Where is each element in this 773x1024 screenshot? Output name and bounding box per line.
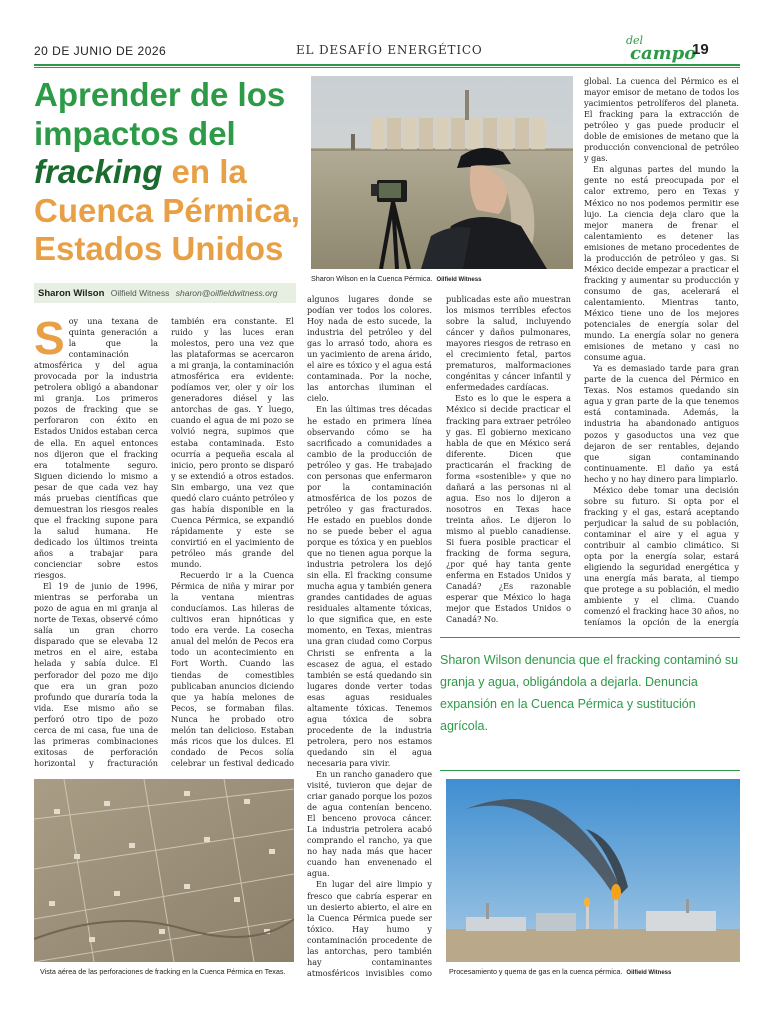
title-part-2: fracking (34, 153, 163, 190)
page-number: 19 (692, 41, 709, 58)
pullquote-rule-bottom (440, 770, 740, 771)
article-column-3 (307, 294, 432, 977)
photo-flare-image (446, 779, 740, 962)
column-5-paragraph-2: En algunas partes del mundo la gente no está preocupada por el calor extremo, pero en Texas y México no nos podemos permitir ese lujo. La ciencia deja claro que la mejor manera de frenar el calentamiento es detener las emisiones de metano procedentes de la producción de petróleo y gas. Si México decide empezar a practicar el fracking y aumentar su producción y consumo de gas, acelerará el calentamiento. Mientras tanto, México tiene uno de los mejores potenciales de energía solar del mundo. La energía solar no genera emisiones de metano y casi no consume agua. (584, 164, 739, 363)
column-2-paragraph-2: Recuerdo ir a la Cuenca Pérmica de niña y mirar por la ventana mientras conducíamos. Las hileras de cultivos eran hipnóticas y todo era verde. La cosecha anual del melón de Pecos era todo un acontecimiento en Fort Worth. Cuando las tiendas de comestibles publicaban anuncios diciendo que ya había melones de Pecos, se formaban filas. Nunca he probado otro melón tan delicioso. Estaban más ricos que los dulces. El condado de Pecos solía celebrar un festival dedicado (171, 570, 294, 768)
logo-del: del (626, 34, 644, 47)
photo-sharon-wilson-image (311, 76, 573, 269)
column-2-paragraph-1: también era constante. El ruido y las luces eran molestos, pero una vez que las plataformas se acercaron a mi granja, la contaminación atmosférica era evidente: podíamos ver, oler y oír los generadores diésel y las antorchas de gas. Y luego, cuando el agua de mi pozo se volvió negra, supimos que estaba contaminada. Esto ocurría a pequeña escala al inicio, pero pronto se disparó y se extendió a otros estados. Sin embargo, una vez que quedó claro cuánto petróleo y gas había disponible en la Cuenca Pérmica, se expandió rápidamente y este se convirtió en el yacimiento de petróleo más grande del mundo. (171, 316, 294, 570)
issue-date: 20 DE JUNIO DE 2026 (34, 44, 167, 58)
byline (34, 283, 296, 303)
article-column-1 (34, 316, 158, 768)
photo-aerial-fracking (34, 779, 294, 962)
column-3-paragraph-3: En un rancho ganadero que visité, tuvieron que dejar de criar ganado porque los pozos de agua contenían benceno. El benceno provoca cáncer. La industria petrolera acabó comprando el rancho, ya que no hay nada más que hacer cuando han envenenado el agua. (307, 769, 432, 879)
photo-aerial-image (34, 779, 294, 962)
column-5-paragraph-4: México debe tomar una decisión sobre su futuro. Si opta por el fracking y el gas, estará aceptando perjudicar la salud de su población, contaminar el aire y el agua y contribuir al cambio climático. Si opta por la energía solar, estará eligiendo la seguridad energética y una energía más barata, al tiempo que protege a su población, el medio ambiente y el clima. Cuando comenzó el fracking hace 30 años, no teníamos la opción de la energía (584, 484, 739, 628)
publication-logo (622, 34, 697, 66)
logo-campo: campo (630, 43, 697, 64)
pullquote-rule-top (440, 637, 740, 638)
section-title: EL DESAFÍO ENERGÉTICO (296, 43, 483, 57)
caption-top-photo (311, 274, 481, 285)
header-rule-thin (34, 67, 740, 68)
title-part-4: Cuenca Pérmica, Estados Unidos (34, 191, 300, 267)
article-column-5 (584, 76, 739, 628)
column-3-paragraph-1: algunos lugares donde se podían ver todos los colores. Hoy nada de esto sucede, la industria del petróleo y del gas lo arrasó todo, ahora es un yacimiento de arena árido, el aire es tóxico y el agua está contaminada. Por la noche, las antorchas iluminan el cielo. (307, 294, 432, 404)
column-1-paragraph-1: Soy una texana de quinta generación a la que la contaminación atmosférica y del agua provocada por la industria petrolera obligó a abandonar mi granja. Los primeros pozos de fracking que se perforaron con éxito en Estados Unidos estaban cerca de ella. En aquel entonces nos dijeron que el fracking era totalmente seguro. Siguen diciendo lo mismo a pesar de que cada vez hay más pruebas científicas que demuestran los riesgos reales que el fracking supone para la salud humana. He dedicado los últimos treinta años a trabajar para concienciar sobre estos riesgos. (34, 316, 158, 581)
caption-top-text: Sharon Wilson en la Cuenca Pérmica. (311, 274, 433, 283)
caption-aerial-photo: Vista aérea de las perforaciones de fracking en la Cuenca Pérmica en Texas. (40, 967, 286, 976)
title-part-3: en la (171, 153, 247, 190)
author-org: Oilfield Witness (110, 288, 170, 298)
pullquote: Sharon Wilson denuncia que el fracking contaminó su granja y agua, obligándola a dejarla. Denuncia expansión en la Cuenca Pérmica y sustitución agrícola. (440, 653, 739, 733)
photo-gas-flaring (446, 779, 740, 962)
article-column-4 (446, 294, 571, 625)
author-name: Sharon Wilson (38, 288, 105, 299)
photo-sharon-wilson (311, 76, 573, 269)
caption-flare-text: Procesamiento y quema de gas en la cuenca pérmica. (449, 967, 623, 976)
title-part-1: Aprender de los impactos del (34, 76, 286, 152)
caption-top-credit: Oilfield Witness (436, 277, 482, 283)
article-title (34, 76, 304, 269)
column-3-paragraph-2: En las últimas tres décadas he estado en primera línea observando cómo se ha sacrificado a comunidades a cambio de la producción de petróleo y gas. He trabajado con personas que enfermaron por la contaminación atmosférica de los pozos de petróleo y gas fracturados. He estado en pueblos donde no se puede beber el agua porque es tóxica y en pueblos que no tienen agua porque la industria petrolera los dejó sin ella. El fracking consume mucha agua y también genera grandes cantidades de aguas residuales altamente tóxicas, lo que significa que, en este momento, en Texas, mientras una gran ciudad como Corpus Christi se enfrenta a la escasez de agua, el estado también se está quedando sin lugares donde verter todas esas aguas residuales altamente tóxicas. Tenemos agua tóxica de sobra procedente de la industria petrolera, pero nos estamos quedando sin el agua necesaria para vivir. (307, 404, 432, 768)
author-email: sharon@oilfieldwitness.org (175, 288, 278, 298)
article-column-2 (171, 316, 294, 768)
column-3-paragraph-4: En lugar del aire limpio y fresco que cabría esperar en un desierto abierto, el aire en la Cuenca Pérmica puede ser tóxico. Hay humo y contaminación procedente de las antorchas, pero también hay contaminantes atmosféricos invisibles como (307, 879, 432, 977)
column-4-paragraph-1: publicadas este año muestran los mismos terribles efectos sobre la salud, incluyendo cáncer y daños pulmonares, mayores riesgos de retraso en el crecimiento fetal, partos prematuros, malformaciones congénitas y cáncer infantil y enfermedades cardíacas. (446, 294, 571, 393)
column-4-paragraph-2: Esto es lo que le espera a México si decide practicar el fracking para extraer petróleo y gas. El gobierno mexicano habla de que en México será diferente. Dicen que practicarán el fracking de forma «sostenible» y que no dañará a las personas ni al agua. Eso nos lo dijeron a nosotros en Texas hace treinta años. Le dijeron lo mismo al pueblo canadiense. Si fuera posible practicar el fracking de forma segura, ¿por qué hay tanta gente enferma en Estados Unidos y Canadá? ¿Es razonable esperar que México lo haga mejor que Estados Unidos o Canadá? No. (446, 393, 571, 625)
column-5-paragraph-3: Ya es demasiado tarde para gran parte de la cuenca del Pérmico en Texas. Nos estamos quedando sin agua y gran parte de la que tenemos está contaminada. Además, la industria ha abandonado antiguos pozos y gasoductos una vez que dejaron de ser rentables, dejando que sigan contaminando continuamente. El daño ya está hecho y no hay dinero para limpiarlo. (584, 363, 739, 484)
drop-cap: S (34, 316, 65, 364)
caption-flare-photo (449, 967, 671, 978)
caption-flare-credit: Oilfield Witness (626, 970, 672, 976)
column-5-paragraph-1: global. La cuenca del Pérmico es el mayor emisor de metano de todos los yacimientos petrolíferos del planeta. El fracking para la extracción de petróleo y gas puede producir el doble de emisiones de metano que la producción convencional de petróleo y gas. (584, 76, 739, 164)
header-rule (34, 64, 740, 66)
column-1-paragraph-2: El 19 de junio de 1996, mientras se perforaba un pozo de agua en mi granja al norte de Texas, observé cómo salía un gran chorro disparado que se elevaba 12 metros en el aire, estaba helada y sabía dulce. El perforador del pozo me dijo que era un gran pozo profundo que duraría toda la vida. Ese mismo año se perforó otro tipo de pozo cerca de mi casa, fue una de las primeras combinaciones exitosas de perforación horizontal y fracturación (34, 581, 158, 768)
